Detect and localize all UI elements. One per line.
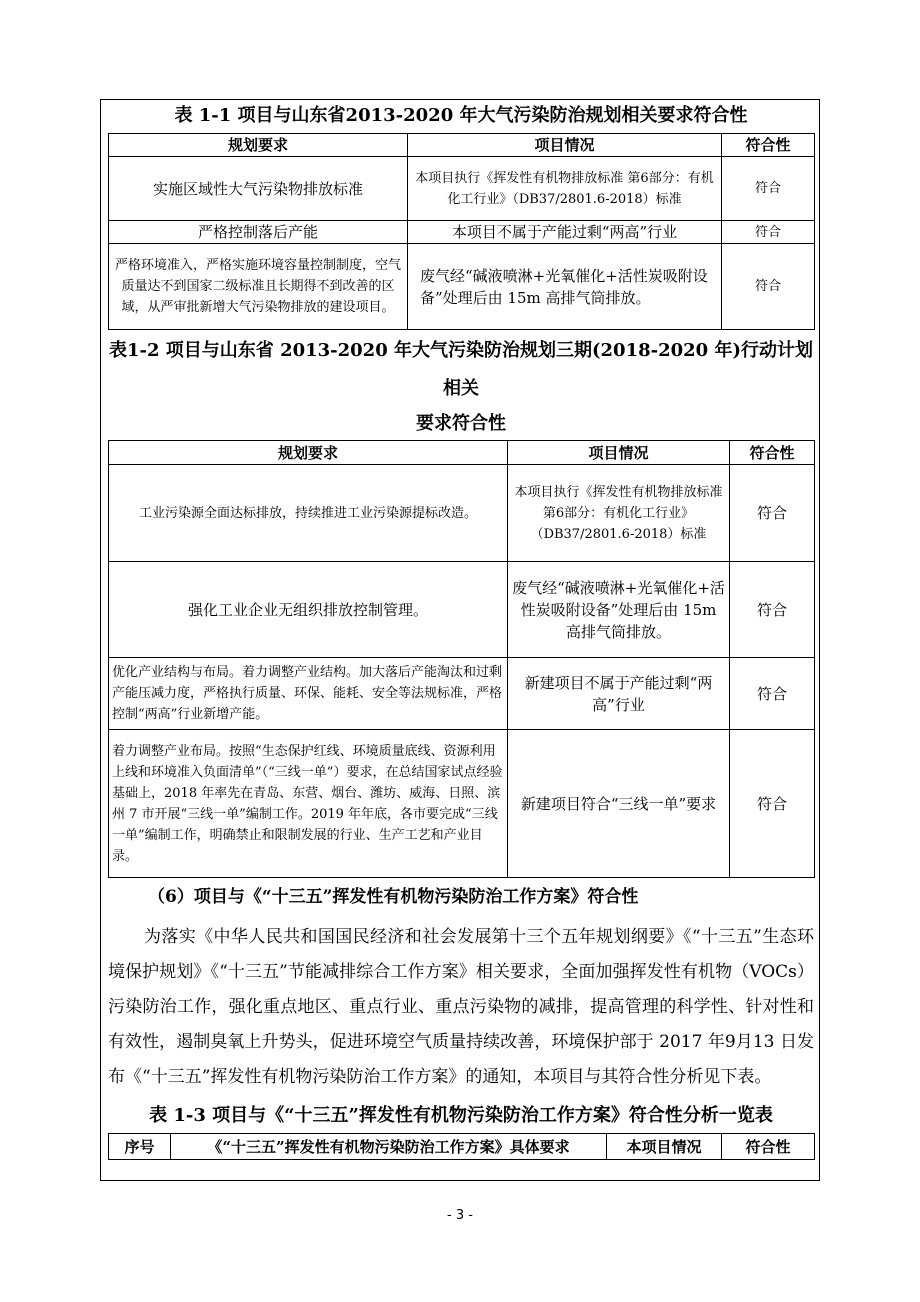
table3-header-compliance: 符合性 [722,1134,815,1160]
table2-cell-status: 废气经“碱液喷淋+光氧催化+活性炭吸附设备”处理后由 15m 高排气筒排放。 [508,562,730,658]
table1-header-compliance: 符合性 [722,134,815,157]
table1-cell-requirement: 实施区域性大气污染物排放标准 [109,157,408,221]
table2-cell-compliance: 符合 [730,730,815,878]
table-row [109,730,815,878]
section6-paragraph: 为落实《中华人民共和国国民经济和社会发展第十三个五年规划纲要》《“十三五”生态环境保护规划》《“十三五”节能减排综合工作方案》相关要求，全面加强挥发性有机物（VOCs）污染防治工作，强化重点地区、重点行业、重点污染物的减排，提高管理的科学性、针对性和有效性，遏制臭氧上升势头，促进环境空气质量持续改善，环境保护部于 2017 年9月13 日发布《“十三五”挥发性有机物污染防治工作方案》的通知，本项目与其符合性分析见下表。 [108,927,814,1087]
table1-cell-compliance: 符合 [722,157,815,221]
table2-cell-requirement: 优化产业结构与布局。着力调整产业结构。加大落后产能淘汰和过剩产能压减力度，严格执行质量、环保、能耗、安全等法规标准，严格控制“两高”行业新增产能。 [109,658,508,730]
table1-cell-requirement: 严格环境准入，严格实施环境容量控制制度，空气质量达不到国家二级标准且长期得不到改善的区域，从严审批新增大气污染物排放的建设项目。 [109,244,408,330]
table1-cell-status: 本项目执行《挥发性有机物排放标准 第6部分：有机化工行业》（DB37/2801.6-2018）标准 [408,157,722,221]
table2-cell-compliance: 符合 [730,465,815,562]
table3-header-index: 序号 [109,1134,171,1160]
page-number: - 3 - [447,1208,473,1223]
table2-cell-status: 新建项目符合“三线一单”要求 [508,730,730,878]
table2-cell-compliance: 符合 [730,562,815,658]
table2-cell-status: 新建项目不属于产能过剩“两高”行业 [508,658,730,730]
table2 [108,440,815,878]
section6-heading: （6）项目与《“十三五”挥发性有机物污染防治工作方案》符合性 [148,887,639,907]
table-row [109,157,815,221]
table-row [109,221,815,244]
table2-header-status: 项目情况 [508,441,730,465]
table2-header-row [109,441,815,465]
table-row [109,562,815,658]
table-row [109,658,815,730]
table1-cell-compliance: 符合 [722,221,815,244]
table1-header-status: 项目情况 [408,134,722,157]
table2-caption-line2: 要求符合性 [416,413,506,434]
document-body [108,99,814,1160]
table-row [109,465,815,562]
table1 [108,133,815,330]
table1-cell-status: 废气经“碱液喷淋+光氧催化+活性炭吸附设备”处理后由 15m 高排气筒排放。 [408,244,722,330]
table2-header-requirement: 规划要求 [109,441,508,465]
table1-header-row [109,134,815,157]
table2-cell-status: 本项目执行《挥发性有机物排放标准 第6部分：有机化工行业》（DB37/2801.6-2018）标准 [508,465,730,562]
table3-header-status: 本项目情况 [607,1134,722,1160]
table1-cell-status: 本项目不属于产能过剩“两高”行业 [408,221,722,244]
table3 [108,1133,815,1160]
table1-header-requirement: 规划要求 [109,134,408,157]
table2-header-compliance: 符合性 [730,441,815,465]
table3-caption: 表 1-3 项目与《“十三五”挥发性有机物污染防治工作方案》符合性分析一览表 [149,1105,773,1126]
table2-cell-requirement: 工业污染源全面达标排放，持续推进工业污染源提标改造。 [109,465,508,562]
table1-cell-compliance: 符合 [722,244,815,330]
table2-cell-requirement: 强化工业企业无组织排放控制管理。 [109,562,508,658]
table2-cell-compliance: 符合 [730,658,815,730]
table1-caption: 表 1-1 项目与山东省2013-2020 年大气污染防治规划相关要求符合性 [174,105,748,126]
table3-header-row [109,1134,815,1160]
table3-header-requirement: 《“十三五”挥发性有机物污染防治工作方案》具体要求 [171,1134,607,1160]
table1-cell-requirement: 严格控制落后产能 [109,221,408,244]
table2-cell-requirement: 着力调整产业布局。按照“生态保护红线、环境质量底线、资源利用上线和环境准入负面清单”（“三线一单”）要求，在总结国家试点经验基础上，2018 年率先在青岛、东营、烟台、潍坊、威海、日照、滨州 7 市开展“三线一单”编制工作。2019 年年底，各市要完成“三线一单”编制工作，明确禁止和限制发展的行业、生产工艺和产业目录。 [109,730,508,878]
table-row [109,244,815,330]
table2-caption-line1: 表1-2 项目与山东省 2013-2020 年大气污染防治规划三期(2018-2020 年)行动计划相关 [109,340,813,399]
